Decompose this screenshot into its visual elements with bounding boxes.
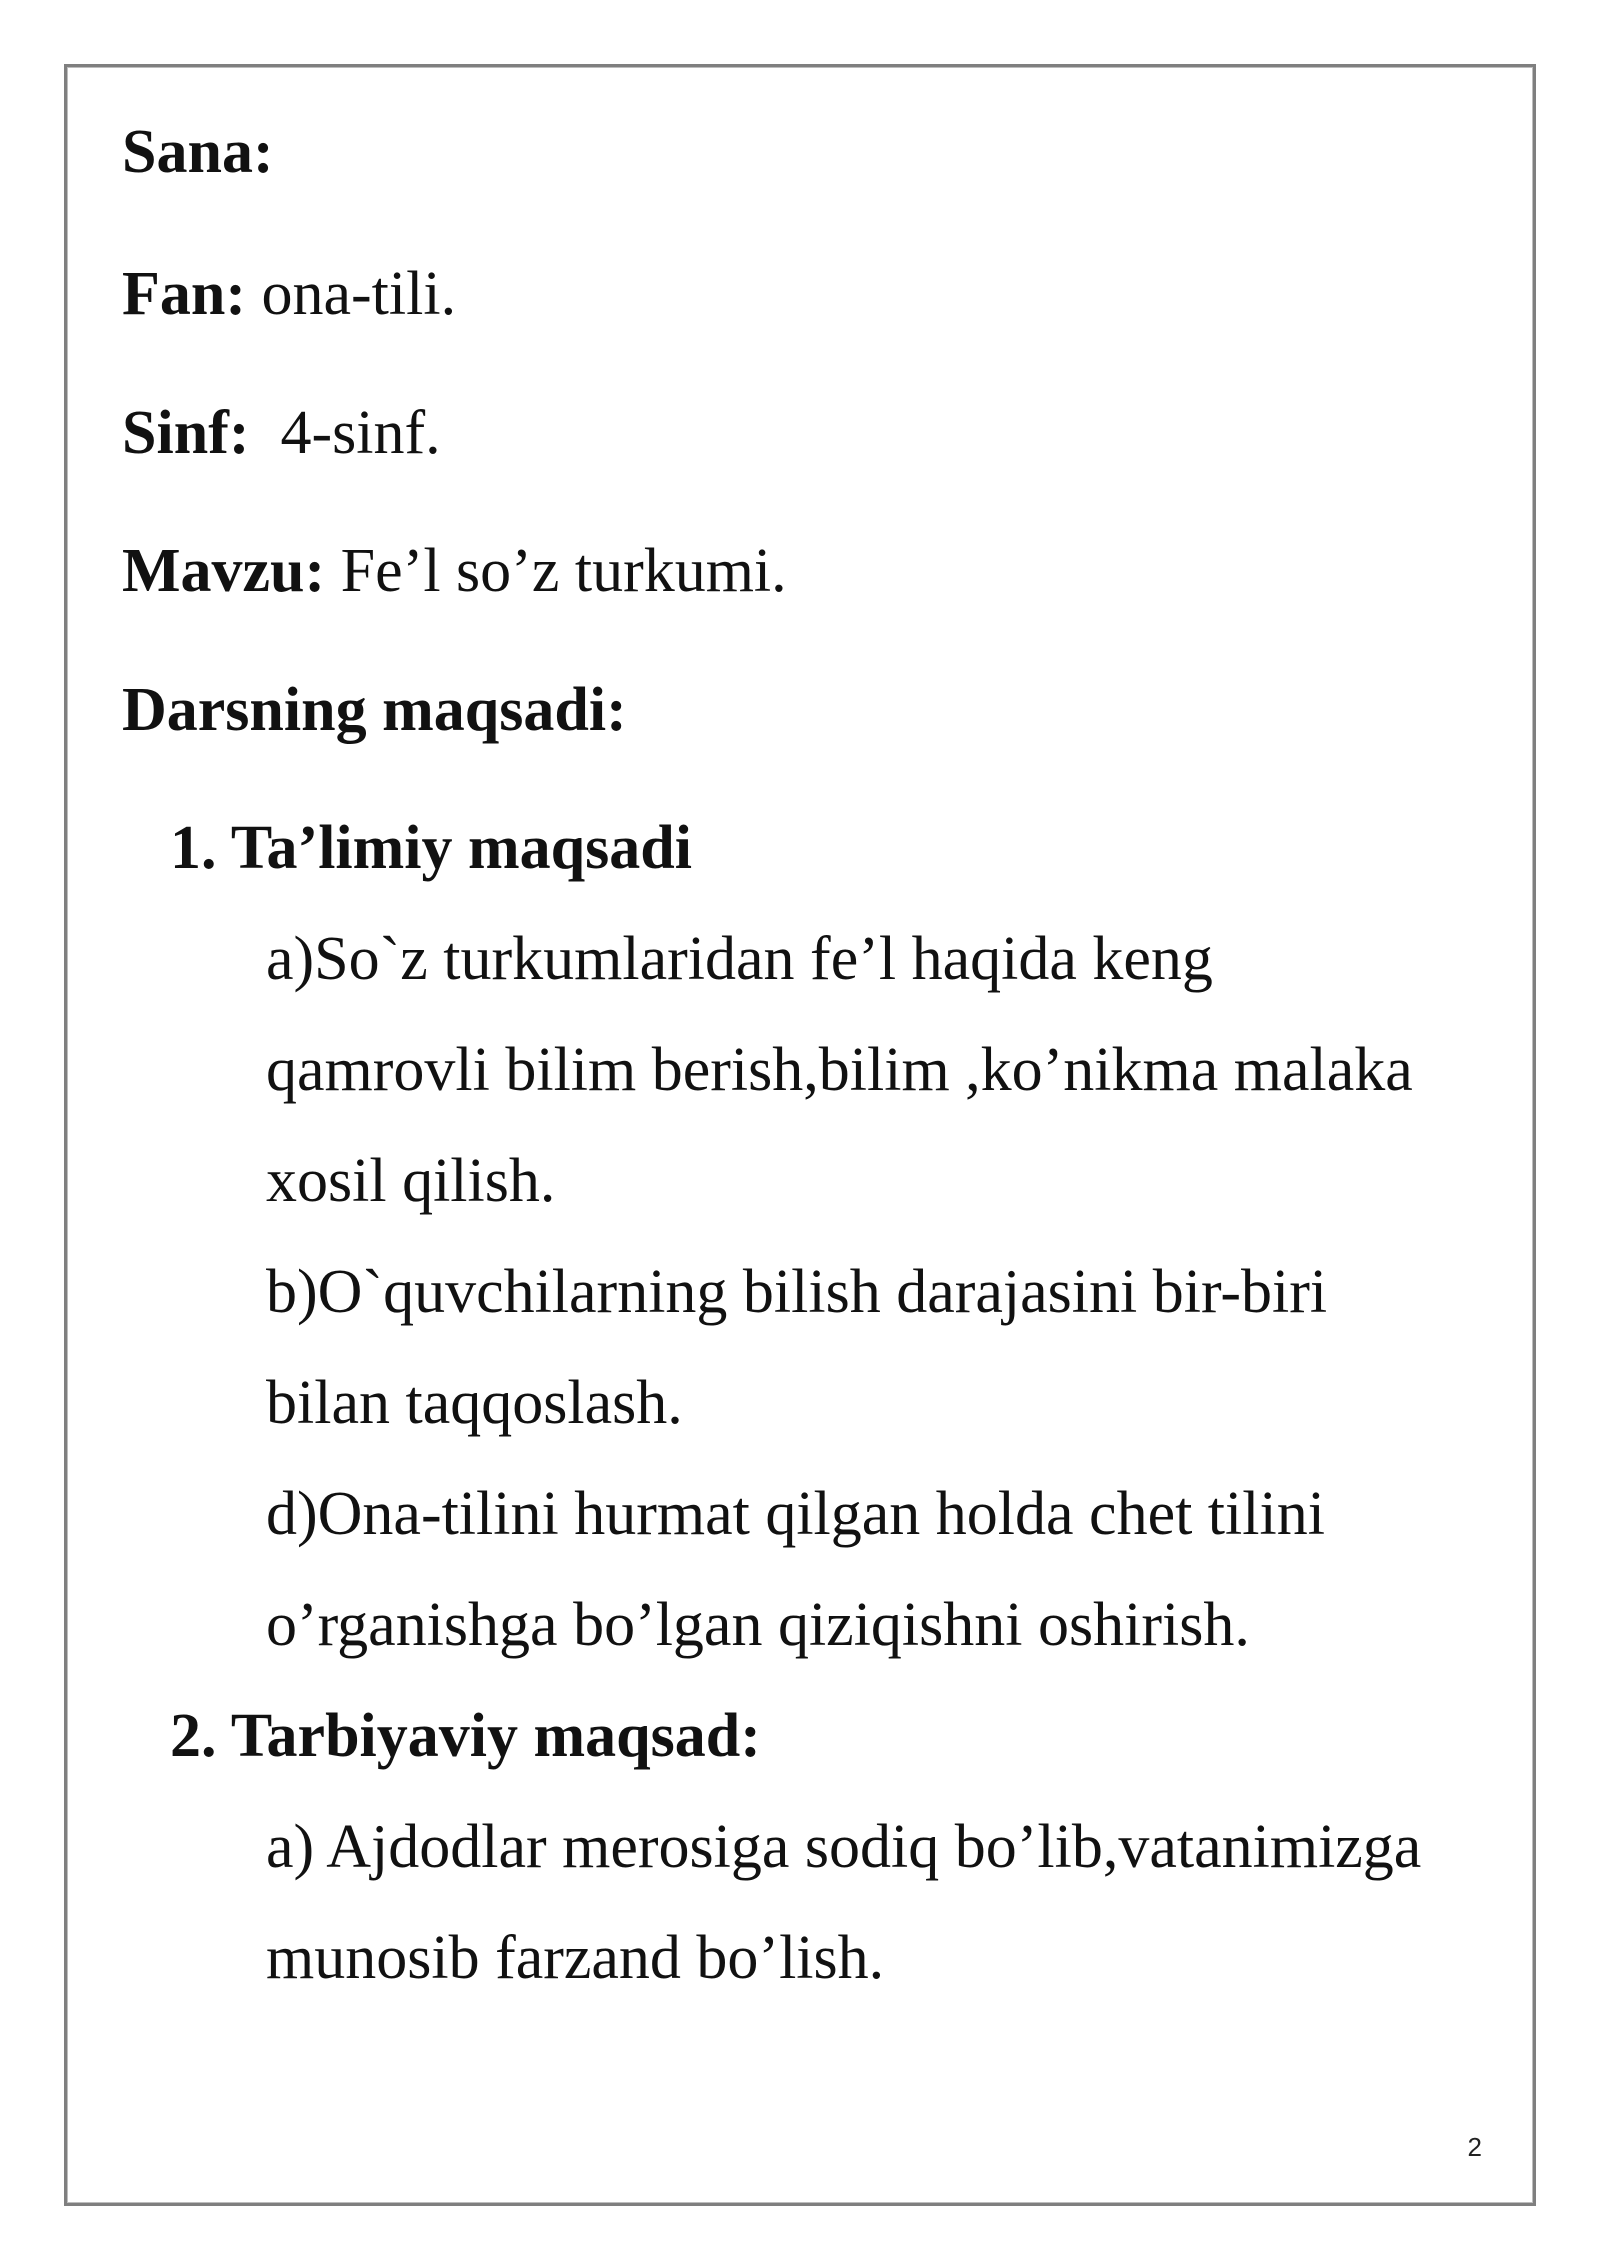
goals-heading: Darsning maqsadi: (122, 676, 627, 744)
subject-value: ona-tili. (261, 260, 457, 328)
subject-field (122, 258, 456, 330)
topic-value: Fe’l so’z turkumi. (340, 537, 787, 605)
grade-field (122, 397, 441, 469)
topic-label: Mavzu: (122, 537, 326, 605)
section-1-line-6: d)Ona-tilini hurmat qilgan holda chet tilini (266, 1480, 1325, 1548)
date-field (122, 116, 274, 188)
section-2-heading (170, 1700, 761, 1772)
topic-field (122, 535, 787, 607)
section-1-line-2: qamrovli bilim berish,bilim ,ko’nikma malaka (266, 1036, 1413, 1104)
page-number: 2 (1467, 2132, 1482, 2162)
section-2-number: 2. (170, 1702, 217, 1770)
section-1-line-4: b)O`quvchilarning bilish darajasini bir-biri (266, 1258, 1328, 1326)
grade-value: 4-sinf. (280, 399, 441, 467)
section-1-line-7: o’rganishga bo’lgan qiziqishni oshirish. (266, 1591, 1250, 1659)
section-1-heading (170, 812, 692, 884)
section-2-title: Tarbiyaviy maqsad: (230, 1702, 761, 1770)
date-label: Sana: (122, 118, 274, 186)
section-1-number: 1. (170, 814, 217, 882)
section-1-line-5: bilan taqqoslash. (266, 1369, 683, 1437)
section-1-line-1: a)So`z turkumlaridan fe’l haqida keng (266, 925, 1213, 993)
section-1-line-3: xosil qilish. (266, 1147, 556, 1215)
section-2-line-1: a) Ajdodlar merosiga sodiq bo’lib,vatanimizga (266, 1813, 1422, 1881)
page-border (64, 64, 1536, 2206)
section-1-title: Ta’limiy maqsadi (230, 814, 692, 882)
section-2-line-2: munosib farzand bo’lish. (266, 1924, 885, 1992)
subject-label: Fan: (122, 260, 246, 328)
grade-label: Sinf: (122, 399, 250, 467)
